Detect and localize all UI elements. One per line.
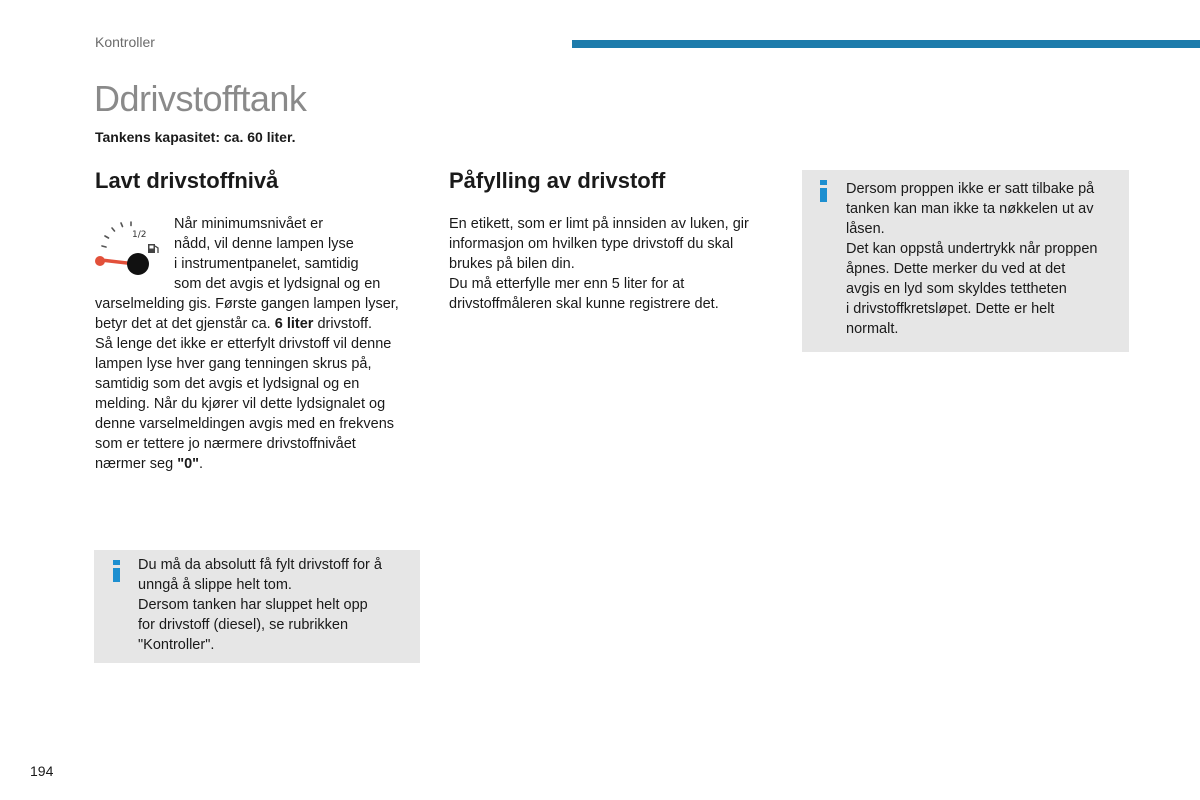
info-text-fuel-cap [846,179,1124,339]
info-low-line-1: Du må da absolutt få fylt drivstoff for å [138,557,382,573]
info-cap-line-3: låsen. [846,221,885,237]
low-fuel-line-6: betyr det at det gjenstår ca. 6 liter drivstoff. [95,316,372,332]
refuel-paragraph [449,214,779,314]
low-fuel-line-11: denne varselmeldingen avgis med en frekvens [95,416,395,432]
info-icon [819,180,827,202]
info-cap-line-6: avgis en lyd som skyldes tettheten [846,281,1067,297]
refuel-line-1: En etikett, som er limt på innsiden av luken, gir [449,216,749,232]
info-box-fuel-cap [802,170,1129,352]
refuel-line-5: drivstoffmåleren skal kunne registrere det. [449,296,719,312]
low-fuel-line-13: nærmer seg "0". [95,456,204,472]
low-fuel-line-10: melding. Når du kjører vil dette lydsignalet og [95,396,386,412]
info-low-line-4: for drivstoff (diesel), se rubrikken [138,617,349,633]
info-cap-line-5: åpnes. Dette merker du ved at det [846,261,1066,277]
header-rule [572,40,1200,48]
info-cap-line-1: Dersom proppen ikke er satt tilbake på [846,181,1095,197]
low-fuel-line-2: nådd, vil denne lampen lyse [174,236,354,252]
heading-refuel: Påfylling av drivstoff [449,168,666,193]
refuel-line-3: brukes på bilen din. [449,256,575,272]
page-title: Ddrivstofftank [94,78,307,119]
info-low-line-3: Dersom tanken har sluppet helt opp [138,597,368,613]
low-fuel-line-12: som er tettere jo nærmere drivstoffnivået [95,436,356,452]
info-low-line-2: unngå å slippe helt tom. [138,577,292,593]
info-cap-line-8: normalt. [846,321,899,337]
low-fuel-line-7: Så lenge det ikke er etterfylt drivstoff vil denne [95,336,392,352]
low-fuel-line-9: samtidig som det avgis et lydsignal og en [95,376,360,392]
info-cap-line-2: tanken kan man ikke ta nøkkelen ut av [846,201,1094,217]
page-number: 194 [30,763,54,779]
info-box-low-fuel [94,550,420,663]
low-fuel-line-1: Når minimumsnivået er [174,216,324,232]
low-fuel-line-5: varselmelding gis. Første gangen lampen lyser, [95,296,399,312]
info-icon [112,560,120,582]
tank-capacity: Tankens kapasitet: ca. 60 liter. [95,129,296,145]
heading-low-fuel: Lavt drivstoffnivå [95,168,279,193]
info-low-line-5: "Kontroller". [138,637,215,653]
info-cap-line-4: Det kan oppstå undertrykk når proppen [846,241,1098,257]
section-label: Kontroller [95,34,155,50]
low-fuel-line-4: som det avgis et lydsignal og en [174,276,381,292]
gauge-half-label: 1/2 [132,230,147,240]
info-text-low-fuel [138,555,413,655]
refuel-line-4: Du må etterfylle mer enn 5 liter for at [449,276,685,292]
low-fuel-paragraph [95,214,420,474]
info-cap-line-7: i drivstoffkretsløpet. Dette er helt [846,301,1055,317]
refuel-line-2: informasjon om hvilken type drivstoff du skal [449,236,734,252]
low-fuel-line-3: i instrumentpanelet, samtidig [174,256,359,272]
low-fuel-line-8: lampen lyse hver gang tenningen skrus på, [95,356,372,372]
